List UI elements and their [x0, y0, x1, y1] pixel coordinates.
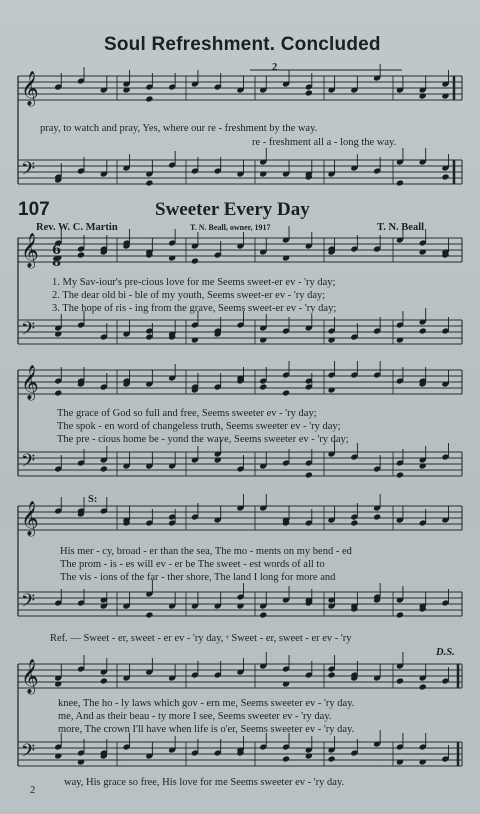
verse-2-line-1: 2. The dear old bi - ble of my youth, Seems sweet-er ev - 'ry day; [52, 290, 326, 301]
verse-1-line-1: 1. My Sav-iour's pre-cious love for me Seems sweet-er ev - 'ry day; [52, 277, 336, 288]
treble-clef-icon: 𝄞 [21, 365, 39, 400]
treble-clef-icon: 𝄞 [21, 501, 39, 536]
verse-1-line-4: knee, The ho - ly laws which gov - ern me, Seems sweeter ev - 'ry day. [58, 698, 355, 709]
verse-2-line-4: me, And as their beau - ty more I see, Seems sweeter ev - 'ry day. [58, 711, 332, 722]
verse-3-line-2: The pre - cious home be - yond the wave, Seems sweeter ev - 'ry day; [57, 434, 349, 445]
treble-staff-4 [18, 664, 462, 688]
composer-credit: T. N. Beall [377, 222, 425, 233]
top-lyric-line-2: re - freshment all a - long the way. [252, 137, 397, 148]
bass-clef-icon: 𝄢 [21, 319, 36, 344]
dal-segno-mark: D.S. [436, 647, 455, 658]
bass-clef-icon: 𝄢 [21, 451, 36, 476]
time-signature: 6 [52, 243, 62, 258]
treble-staff-1 [18, 238, 462, 262]
hymn-title: Sweeter Every Day [155, 199, 310, 220]
bass-staff-2 [18, 452, 462, 476]
refrain-line-2: way, His grace so free, His love for me Seems sweeter ev - 'ry day. [64, 777, 345, 788]
section-title: Soul Refreshment. Concluded [104, 34, 381, 55]
verse-3-line-1: 3. The hope of ris - ing from the grave, Seems sweet-er ev - 'ry day; [52, 303, 337, 314]
top-lyric-line-1: pray, to watch and pray, Yes, where our re - freshment by the way. [40, 123, 318, 134]
verse-2-line-3: The prom - is - es will ev - er be The sweet - est words of all to [60, 559, 325, 570]
segno-mark: S: [88, 494, 98, 505]
treble-clef-icon: 𝄞 [21, 71, 39, 106]
ending-number: 2 [272, 62, 278, 73]
owner-credit: T. N. Beall, owner, 1917 [190, 223, 271, 232]
author-credit: Rev. W. C. Martin [36, 222, 118, 233]
page-number: 2 [30, 785, 36, 796]
treble-clef-icon: 𝄞 [21, 233, 39, 268]
time-signature-lower: 8 [52, 255, 62, 270]
bass-clef-icon: 𝄢 [21, 741, 36, 766]
hymn-number: 107 [18, 199, 50, 220]
verse-2-line-2: The spok - en word of changeless truth, Seems sweeter ev - 'ry day; [57, 421, 341, 432]
bass-clef-icon: 𝄢 [21, 591, 36, 616]
verse-1-line-2: The grace of God so full and free, Seems sweeter ev - 'ry day; [57, 408, 317, 419]
bass-clef-icon: 𝄢 [21, 159, 36, 184]
refrain-line-1: Ref. — Sweet - er, sweet - er ev - 'ry day, 𝄾 Sweet - er, sweet - er ev - 'ry [50, 633, 352, 644]
verse-3-line-3: The vis - ions of the far - ther shore, The land I long for more and [60, 572, 336, 583]
verse-1-line-3: His mer - cy, broad - er than the sea, The mo - ments on my bend - ed [60, 546, 352, 557]
verse-3-line-4: more, The crown I'll have when life is o'er, Seems sweeter ev - 'ry day. [58, 724, 355, 735]
treble-clef-icon: 𝄞 [21, 659, 39, 694]
